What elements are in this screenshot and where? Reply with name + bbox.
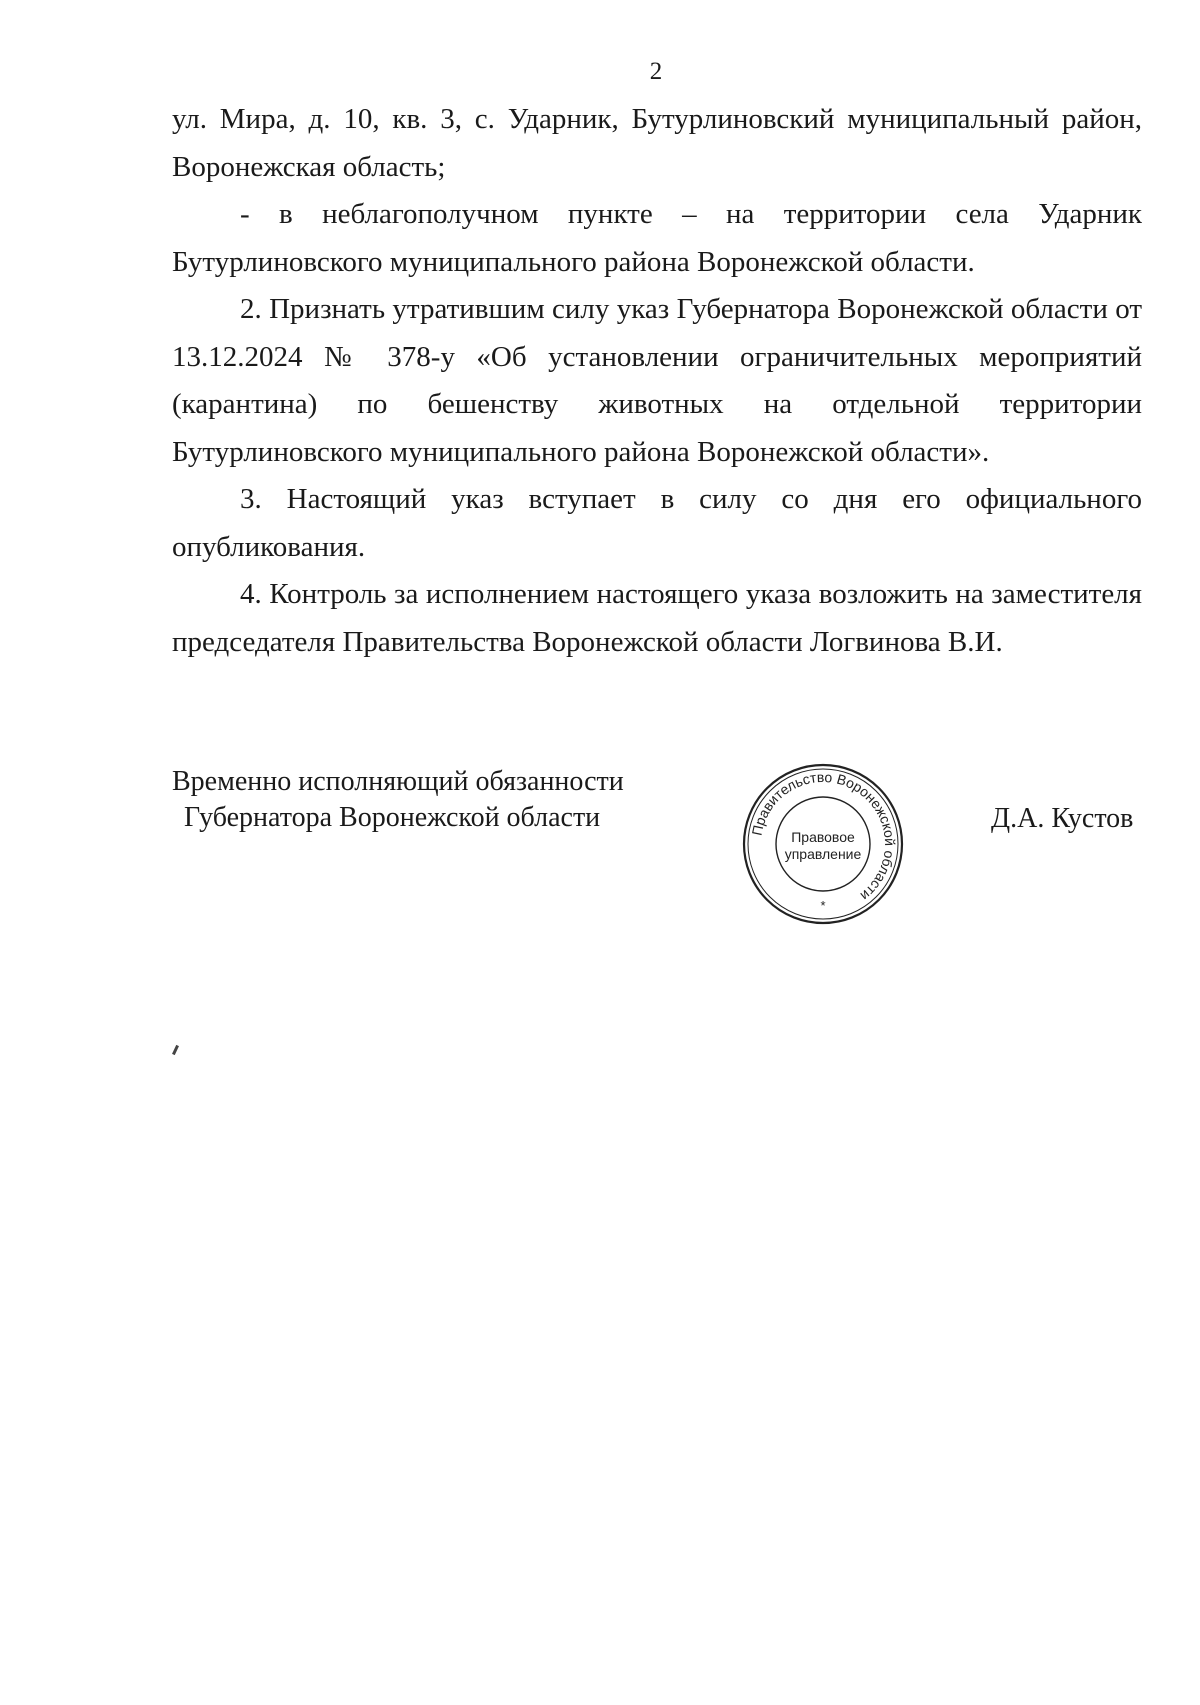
seal-outer-text: Правительство Воронежской области (748, 768, 899, 905)
official-seal (741, 762, 905, 926)
signatory-position (172, 764, 624, 836)
page-number: 2 (649, 58, 663, 85)
seal-inner-line2: управление (784, 846, 862, 862)
seal-star: * (820, 898, 826, 913)
seal-icon (741, 762, 905, 926)
signatory-position-line2: Губернатора Воронежской области (184, 802, 601, 833)
paragraph-item-2: 2. Признать утратившим силу указ Губернатора Воронежской области от 13.12.2024 № 378-у «Об установлении ограничительных мероприятий (карантина) по бешенству животных на отдельной территории Бутурлиновского муниципального района Воронежской области». (172, 293, 1142, 468)
paragraph-address: ул. Мира, д. 10, кв. 3, с. Ударник, Бутурлиновский муниципальный район, Воронежская область; (172, 103, 1142, 183)
signatory-name: Д.А. Кустов (991, 803, 1134, 834)
signatory-position-line1: Временно исполняющий обязанности (172, 766, 624, 797)
paragraph-item-3: 3. Настоящий указ вступает в силу со дня его официального опубликования. (172, 483, 1142, 563)
paragraph-item-4: 4. Контроль за исполнением настоящего указа возложить на заместителя председателя Правительства Воронежской области Логвинова В.И. (172, 578, 1142, 658)
document-body (172, 96, 1142, 666)
seal-inner-line1: Правовое (791, 829, 855, 845)
scan-mark (172, 1045, 179, 1055)
paragraph-unfavorable-point: - в неблагополучном пункте – на территории села Ударник Бутурлиновского муниципального района Воронежской области. (172, 198, 1142, 278)
